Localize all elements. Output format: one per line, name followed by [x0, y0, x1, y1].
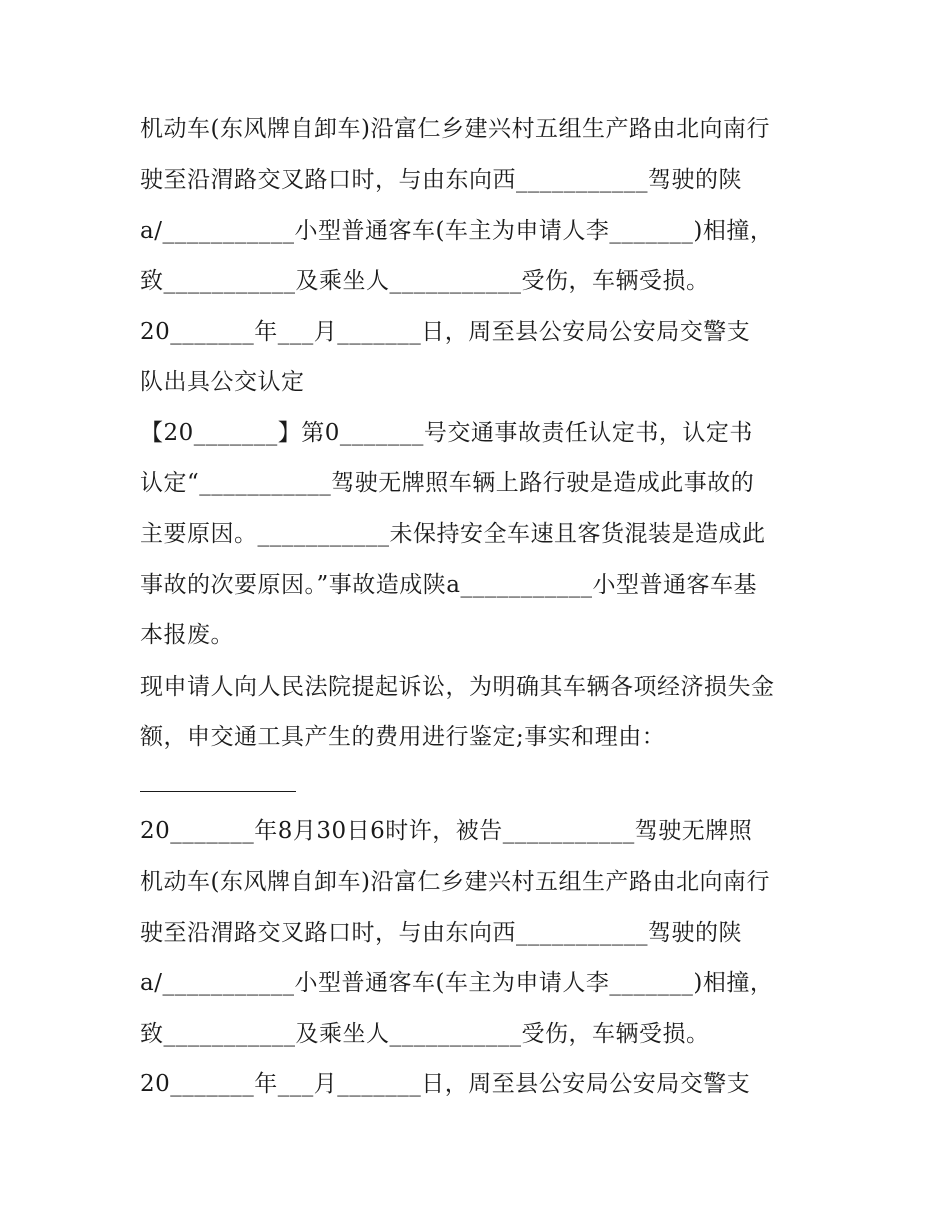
text-line: a/___________小型普通客车(车主为申请人李_______)相撞， [140, 218, 774, 244]
text-line: 机动车(东风牌自卸车)沿富仁乡建兴村五组生产路由北向南行 [140, 869, 770, 895]
separator-rule [140, 791, 296, 792]
text-line: 【20_______】第0_______号交通事故责任认定书，认定书 [140, 420, 753, 446]
text-line: 机动车(东风牌自卸车)沿富仁乡建兴村五组生产路由北向南行 [140, 116, 770, 142]
text-line: 20_______年8月30日6时许，被告___________驾驶无牌照 [140, 818, 753, 844]
text-line: 额，申交通工具产生的费用进行鉴定;事实和理由： [140, 724, 666, 750]
text-line: 现申请人向人民法院提起诉讼，为明确其车辆各项经济损失金 [140, 674, 775, 700]
text-line: 20_______年___月_______日，周至县公安局公安局交警支 [140, 319, 751, 345]
text-line: 事故的次要原因。”事故造成陕a___________小型普通客车基 [140, 572, 757, 598]
text-line: 驶至沿渭路交叉路口时，与由东向西___________驾驶的陕 [140, 167, 742, 193]
text-line: 队出具公交认定 [140, 369, 305, 395]
text-line: 认定“___________驾驶无牌照车辆上路行驶是造成此事故的 [140, 470, 755, 496]
text-line: 本报废。 [140, 622, 234, 648]
text-line: 致___________及乘坐人___________受伤，车辆受损。 [140, 1021, 710, 1047]
text-line: 致___________及乘坐人___________受伤，车辆受损。 [140, 268, 710, 294]
text-line: 20_______年___月_______日，周至县公安局公安局交警支 [140, 1071, 751, 1097]
text-line: 驶至沿渭路交叉路口时，与由东向西___________驾驶的陕 [140, 920, 742, 946]
text-line: a/___________小型普通客车(车主为申请人李_______)相撞， [140, 970, 774, 996]
text-line: 主要原因。___________未保持安全车速且客货混装是造成此 [140, 521, 766, 547]
